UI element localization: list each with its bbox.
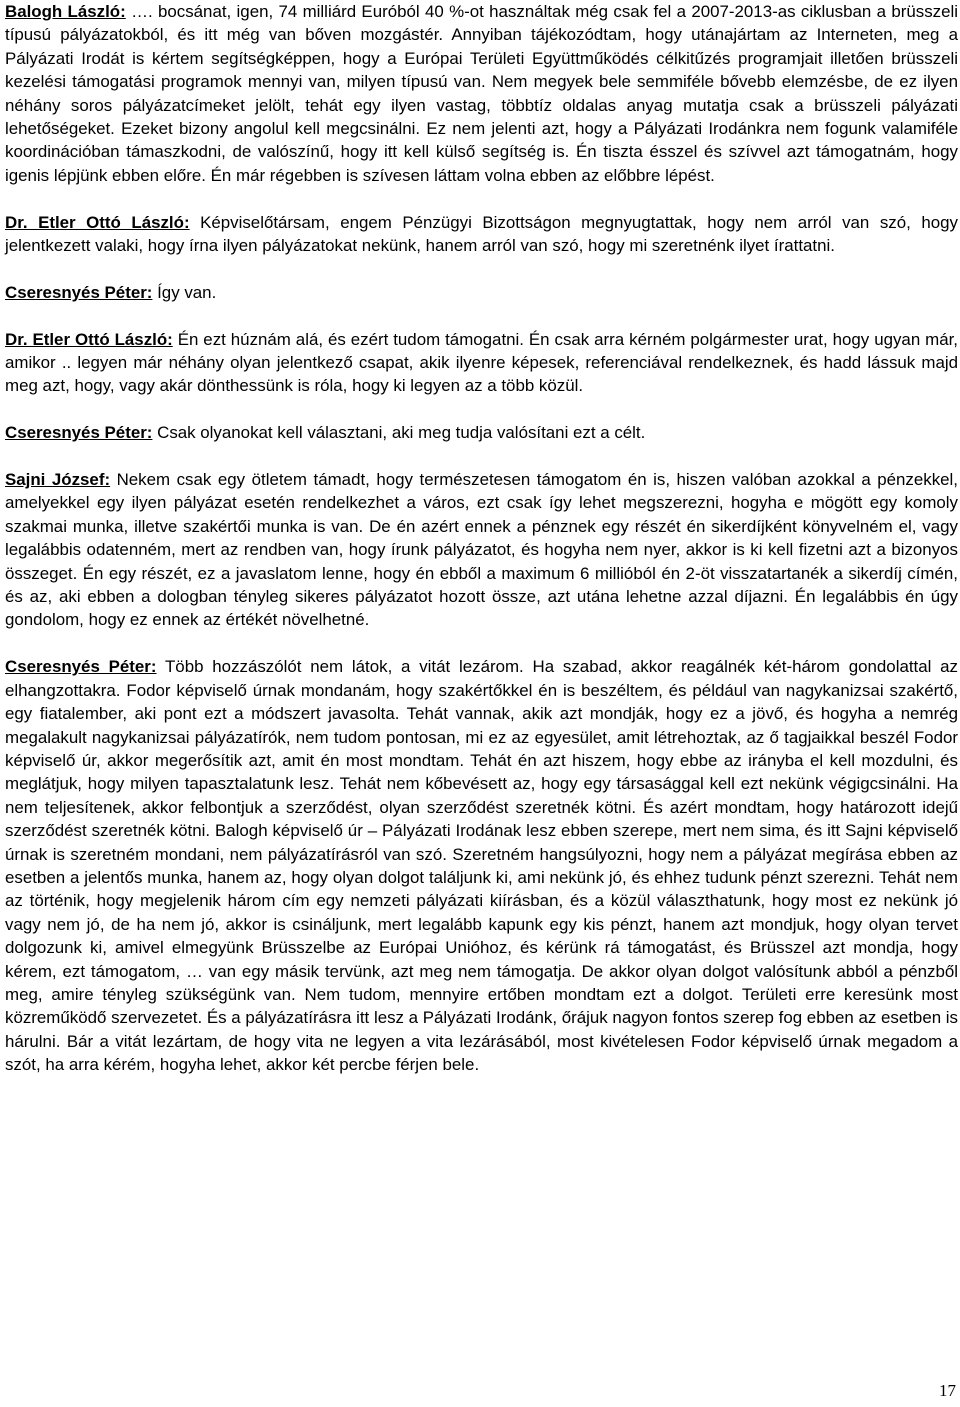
speaker-name: Cseresnyés Péter: bbox=[5, 282, 153, 302]
paragraph bbox=[5, 211, 958, 258]
paragraph bbox=[5, 655, 958, 1076]
paragraph-text: Nekem csak egy ötletem támadt, hogy természetesen támogatom én is, hiszen valóban azokkal a pénzekkel, amelyekkel egy ilyen pályázat esetén rendelkezhet a város, ezt csak így lehet megszerezni, hogyha e mögött egy komoly szakmai munka, illetve szakértői munka is van. De én azért ennek a pénznek egy részét én sikerdíjként könyvelném el, vagy legalábbis odatenném, mert az rendben van, hogy írunk pályázatot, és hogyha nem nyer, akkor is ki kell fizetni azt a bizonyos összeget. Én egy részét, ez a javaslatom lenne, hogy én ebből a maximum 6 millióból én 2-öt visszatartanék a sikerdíj címén, és az, aki ebben a dologban tényleg sikeres pályázatot hozott össze, azt utána lehetne azzal díjazni. Én legalábbis én úgy gondolom, hogy ez ennek az értékét növelhetné. bbox=[5, 470, 958, 630]
paragraph bbox=[5, 421, 958, 444]
paragraph-spacer bbox=[5, 445, 958, 468]
paragraph-spacer bbox=[5, 398, 958, 421]
speaker-name: Dr. Etler Ottó László: bbox=[5, 212, 190, 232]
paragraph-text: Így van. bbox=[152, 282, 217, 302]
paragraph-text: Csak olyanokat kell választani, aki meg tudja valósítani ezt a célt. bbox=[152, 423, 646, 443]
document-page bbox=[5, 0, 958, 1077]
paragraph-spacer bbox=[5, 632, 958, 655]
speaker-name: Sajni József: bbox=[5, 470, 111, 490]
paragraph-text: …. bocsánat, igen, 74 milliárd Euróból 40 %-ot használtak még csak fel a 2007-2013-as ciklusban a brüsszeli típusú pályázatokból, és itt még van bőven mozgástér. Annyiban tájékozódtam, hogy utánajártam az Interneten, meg a Pályázati Irodát is kértem segítségképpen, hogy a Európai Területi Együttműködés célkitűzés programjait illetően brüsszeli kezelési támogatási programok mennyi van, milyen típusú van. Nem megyek bele semmiféle bővebb elemzésbe, de ez ilyen néhány soros pályázatcímeket jelölt, tehát egy ilyen vastag, többtíz oldalas anyag mutatja csak a brüsszeli pályázati lehetőségeket. Ezeket bizony angolul kell megcsinálni. Ez nem jelenti azt, hogy a Pályázati Irodánkra nem fogunk valamiféle koordinációban támaszkodni, de valószínű, hogy itt kell külső segítség is. Én tiszta ésszel és szívvel azt támogatnám, hogy igenis lépjünk ebben előre. Én már régebben is szívesen láttam volna ebben az előbbre lépést. bbox=[5, 2, 958, 185]
paragraph-spacer bbox=[5, 257, 958, 280]
speaker-name: Cseresnyés Péter: bbox=[5, 657, 157, 677]
paragraph bbox=[5, 328, 958, 398]
paragraph-text: Én ezt húznám alá, és ezért tudom támogatni. Én csak arra kérném polgármester urat, hogy ugyan már, amikor .. legyen már néhány olyan jelentkező csapat, akik ilyenre képesek, referenciával rendelkeznek, és hadd lássuk majd meg azt, hogy, vagy akár dönthessünk is róla, hogy ki legyen az a több közül. bbox=[5, 329, 958, 396]
paragraph-text: Képviselőtársam, engem Pénzügyi Bizottságon megnyugtattak, hogy nem arról van szó, hogy jelentkezett valaki, hogy írna ilyen pályázatokat nekünk, hanem arról van szó, hogy mi szeretnénk ilyet írattatni. bbox=[5, 212, 958, 256]
speaker-name: Cseresnyés Péter: bbox=[5, 423, 153, 443]
speaker-name: Dr. Etler Ottó László: bbox=[5, 329, 173, 349]
speaker-name: Balogh László: bbox=[5, 2, 126, 21]
paragraph-spacer bbox=[5, 187, 958, 210]
paragraph-text: Több hozzászólót nem látok, a vitát lezárom. Ha szabad, akkor reagálnék két-három gondolattal az elhangzottakra. Fodor képviselő úrnak mondanám, hogy szakértőkkel én is beszéltem, és például van nagykanizsai szakértő, egy fiatalember, aki pont ezt a módszert javasolta. Tehát vannak, akik azt mondják, hogy ez a jövő, és hogyha a nemrég megalakult nagykanizsai pályázatírók, nem tudom pontosan, mi ez az egyesület, amit létrehoztak, az ő tagjaikkal beszél Fodor képviselő úr, akkor megerősítik azt, amit én most mondtam. Tehát én azt hiszem, hogy ebbe az irányba el kell mozdulni, és meglátjuk, hogy milyen tapasztalatunk lesz. Tehát nem kőbevésett az, hogy egy társasággal kell ezt nekünk végigcsinálni. Ha nem teljesítenek, akkor felbontjuk a szerződést, olyan szerződést szeretnék kötni. És azért mondtam, hogy határozott idejű szerződést szeretnék kötni. Balogh képviselő úr – Pályázati Irodának lesz ebben szerepe, mert nem sima, és itt Sajni képviselő úrnak is szeretném mondani, nem pályázatírásról van szó. Szeretném hangsúlyozni, hogy nem a pályázat megírása ebben az esetben a jelentős munka, hanem az, hogy olyan dolgot találjunk ki, ami nekünk jó, és ehhez tudunk pénzt szerezni. Tehát nem az történik, hogy megjelenik három cím egy nemzeti pályázati kiírásban, és a közül választhatunk, hogy most ez nekünk jó vagy nem jó, de ha nem jó, akkor is csináljunk, mert legalább kapunk egy kis pénzt, hanem azt mondjuk, hogy olyan tervet dolgozunk ki, amivel elmegyünk Brüsszelbe az Európai Unióhoz, és kérünk rá támogatást, és Brüsszel azt mondja, hogy kérem, ezt támogatom, … van egy másik tervünk, azt meg nem támogatja. De akkor olyan dolgot valósítunk abból a pénzből meg, amire tényleg szükségünk van. Nem tudom, mennyire ertőben mondtam ezt a dolgot. Területi erre keresünk most közreműködő szervezetet. És a pályázatírásra itt lesz a Pályázati Irodánk, őrájuk nagyon fontos szerep fog ebben az esetben is hárulni. Bár a vitát lezártam, de hogy vita ne legyen a vita lezárásából, most kivételesen Fodor képviselő úrnak megadom a szót, ha arra kérém, hogyha lehet, akkor két percbe férjen bele. bbox=[5, 657, 958, 1075]
paragraph bbox=[5, 0, 958, 187]
paragraph-spacer bbox=[5, 304, 958, 327]
paragraph bbox=[5, 468, 958, 632]
paragraph bbox=[5, 281, 958, 304]
page-number: 17 bbox=[939, 1381, 956, 1400]
